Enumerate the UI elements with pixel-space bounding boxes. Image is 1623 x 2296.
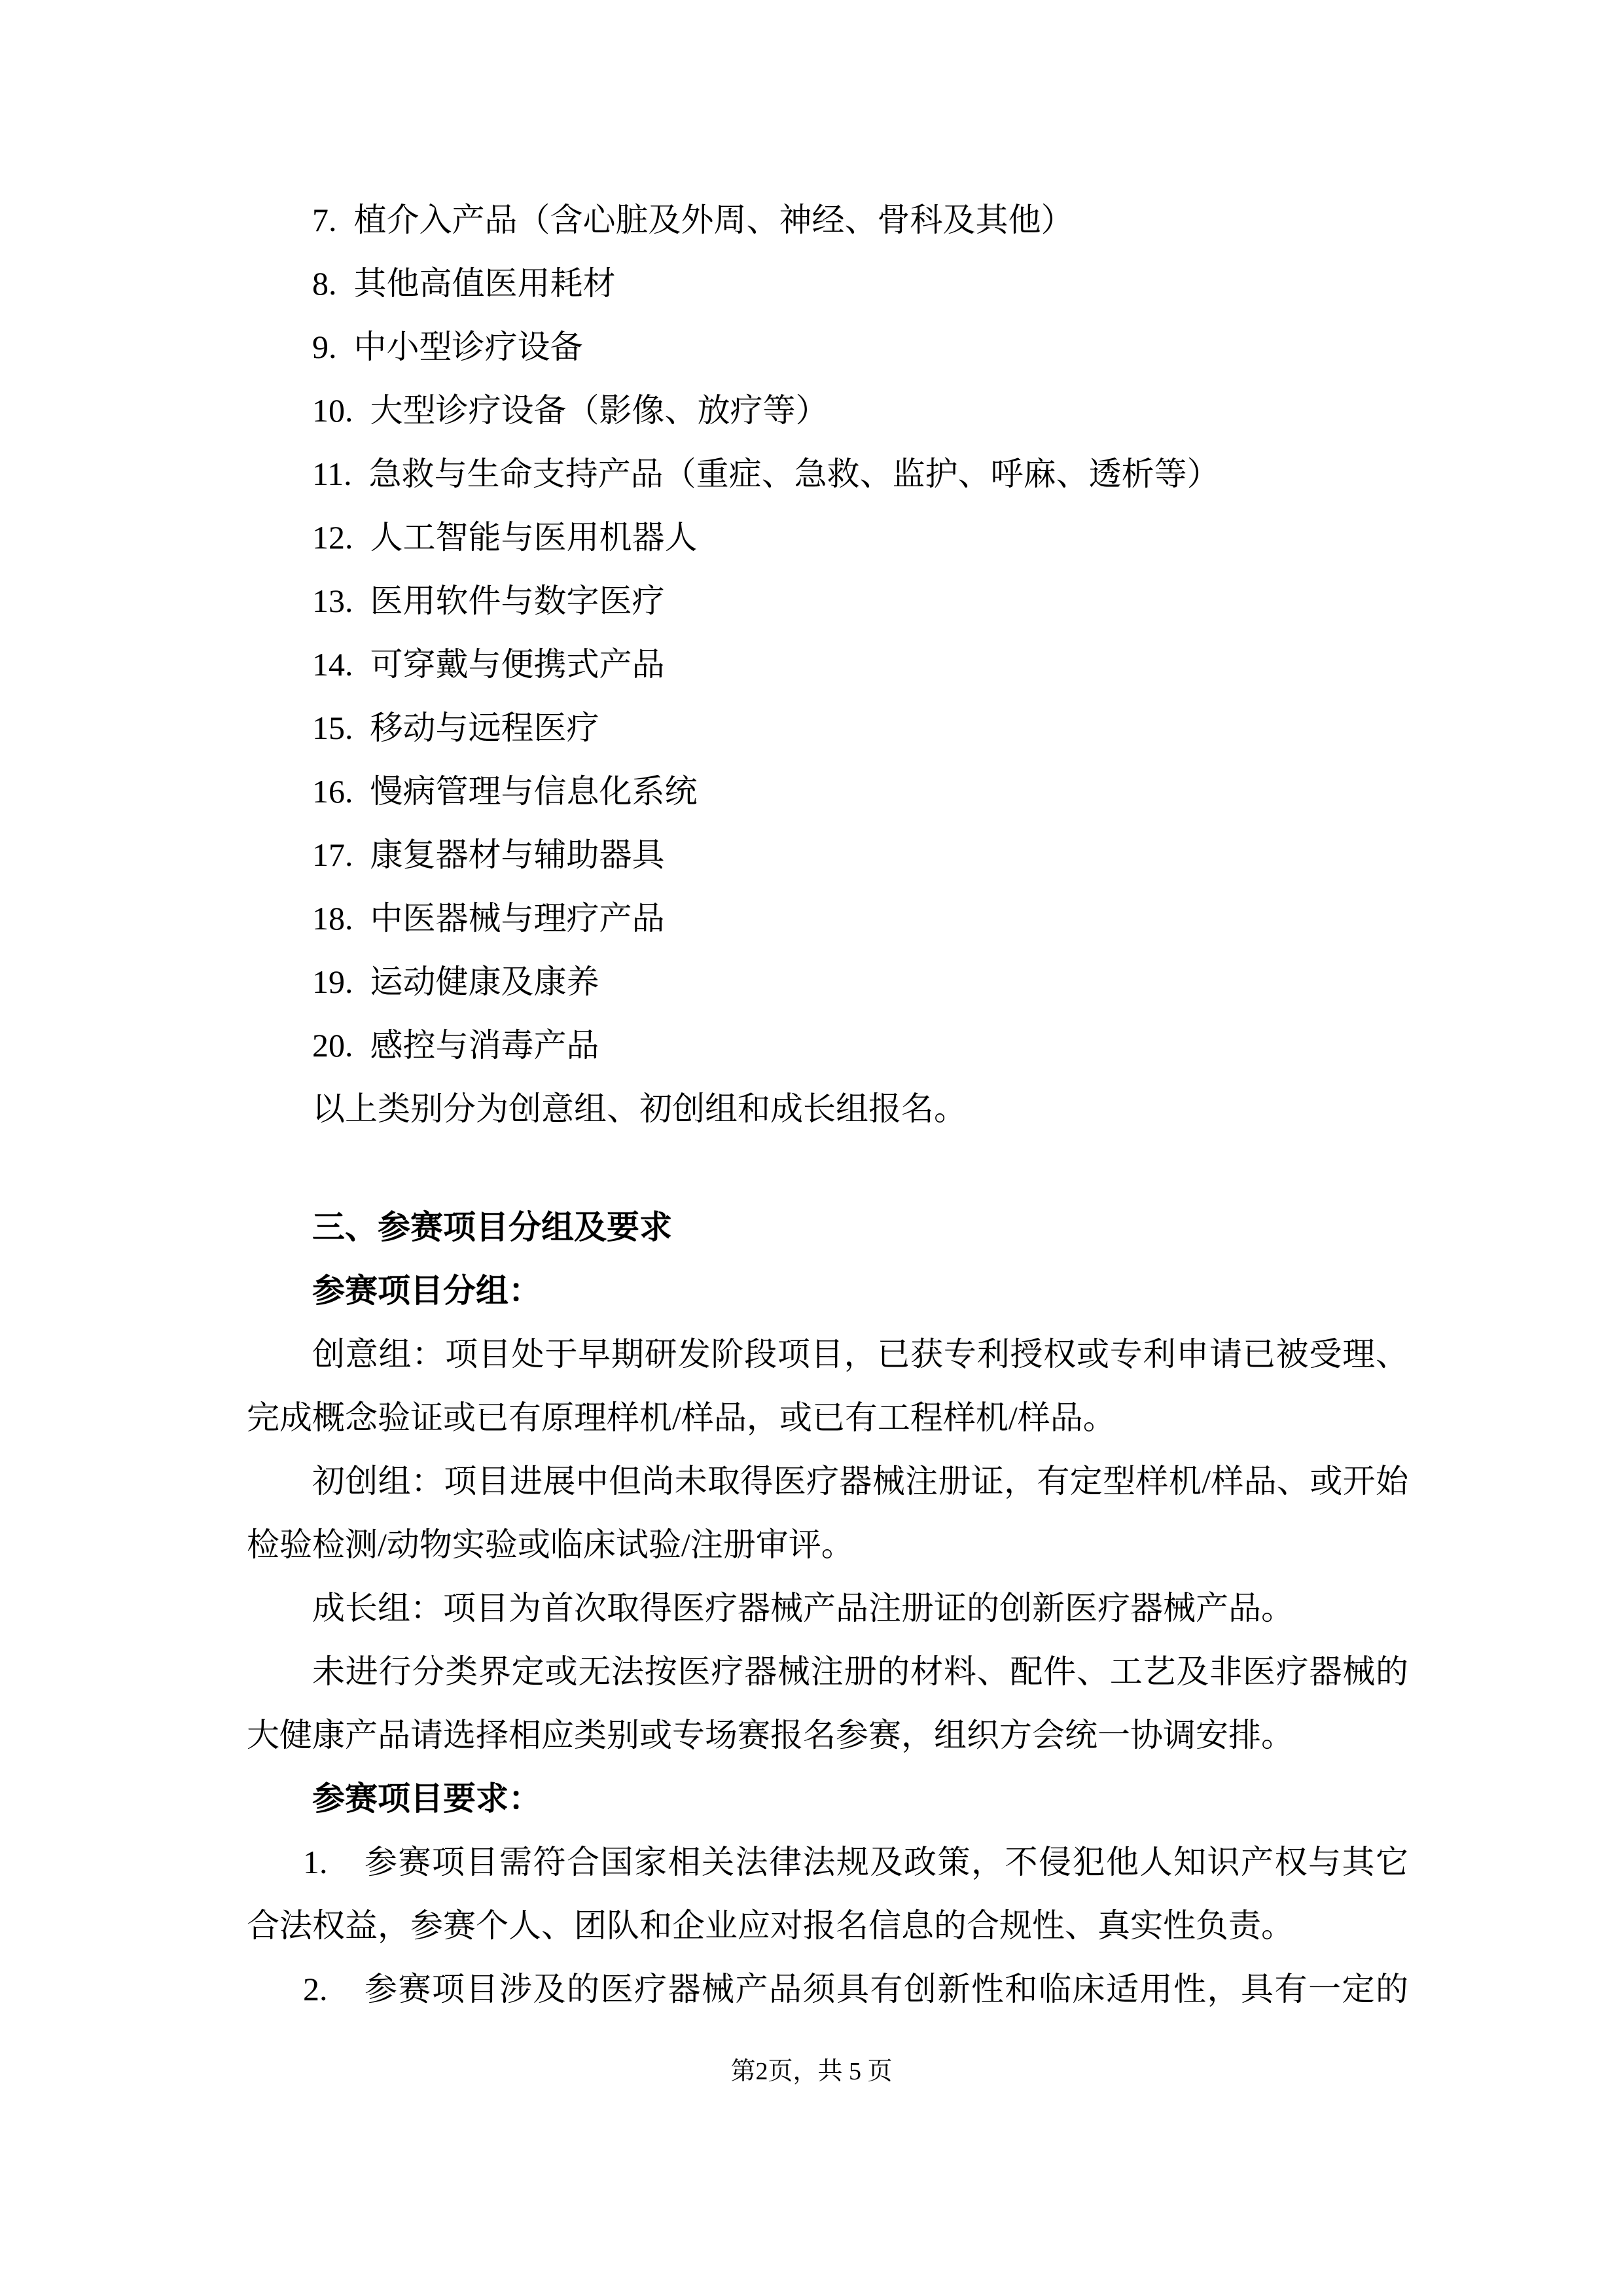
paragraph-line: 完成概念验证或已有原理样机/样品，或已有工程样机/样品。: [247, 1399, 1116, 1436]
category-item: [247, 823, 1408, 887]
item-text: 康复器材与辅助器具: [370, 836, 665, 873]
category-item: [247, 379, 1408, 442]
item-text: 医用软件与数字医疗: [370, 583, 665, 619]
item-text: 植介入产品（含心脏及外周、神经、骨科及其他）: [353, 202, 1074, 238]
item-number: 9.: [312, 329, 337, 365]
item-text: 大型诊疗设备（影像、放疗等）: [370, 392, 829, 429]
item-number: 17.: [312, 836, 353, 873]
paragraph-line: 未进行分类界定或无法按医疗器械注册的材料、配件、工艺及非医疗器械的: [312, 1653, 1408, 1690]
category-item: [247, 252, 1408, 315]
item-number: 19.: [312, 963, 353, 1000]
paragraph-line: 创意组：项目处于早期研发阶段项目，已获专利授权或专利申请已被受理、: [312, 1336, 1408, 1372]
category-item: [247, 633, 1408, 696]
category-item: [247, 950, 1408, 1014]
item-text: 可穿戴与便携式产品: [370, 646, 665, 683]
requirement-item: [247, 1831, 1408, 1894]
category-item: [247, 696, 1408, 760]
item-text: 感控与消毒产品: [370, 1027, 599, 1064]
item-number: 20.: [312, 1027, 353, 1064]
item-number: 10.: [312, 392, 353, 429]
category-item: [247, 1014, 1408, 1077]
item-text: 人工智能与医用机器人: [370, 519, 698, 556]
item-text: 慢病管理与信息化系统: [370, 773, 698, 810]
category-item: [247, 506, 1408, 569]
requirements-subheading: 参赛项目要求：: [312, 1780, 541, 1817]
item-text: 其他高值医用耗材: [353, 265, 616, 302]
item-text: 参赛项目涉及的医疗器械产品须具有创新性和临床适用性，具有一定的: [363, 1971, 1408, 2007]
item-number: 18.: [312, 900, 353, 937]
item-number: 12.: [312, 519, 353, 556]
category-closing-note: 以上类别分为创意组、初创组和成长组报名。: [312, 1090, 967, 1127]
item-text: 中医器械与理疗产品: [370, 900, 665, 937]
page-footer: 第2页，共 5 页: [730, 2058, 893, 2085]
item-number: 11.: [312, 456, 352, 492]
item-text: 移动与远程医疗: [370, 709, 599, 746]
category-item: [247, 315, 1408, 379]
paragraph-line: 初创组：项目进展中但尚未取得医疗器械注册证，有定型样机/样品、或开始: [312, 1463, 1408, 1499]
page-body: [247, 188, 1408, 2021]
item-text: 急救与生命支持产品（重症、急救、监护、呼麻、透析等）: [368, 456, 1220, 492]
category-item: [247, 188, 1408, 252]
groups-subheading: 参赛项目分组：: [312, 1272, 541, 1309]
item-number: 7.: [312, 202, 337, 238]
category-item: [247, 442, 1408, 506]
category-item: [247, 887, 1408, 950]
paragraph-line: 大健康产品请选择相应类别或专场赛报名参赛，组织方会统一协调安排。: [247, 1717, 1294, 1753]
item-text: 运动健康及康养: [370, 963, 599, 1000]
paragraph-line: 成长组：项目为首次取得医疗器械产品注册证的创新医疗器械产品。: [312, 1590, 1294, 1626]
item-text: 中小型诊疗设备: [353, 329, 583, 365]
section-spacer: [247, 1141, 1408, 1196]
item-number: 14.: [312, 646, 353, 683]
paragraph-line: 检验检测/动物实验或临床试验/注册审评。: [247, 1526, 854, 1563]
item-number: 1.: [303, 1844, 328, 1880]
item-number: 16.: [312, 773, 353, 810]
item-number: 2.: [303, 1971, 328, 2007]
item-number: 8.: [312, 265, 337, 302]
item-number: 13.: [312, 583, 353, 619]
requirement-item: [247, 1958, 1408, 2021]
item-number: 15.: [312, 709, 353, 746]
item-text: 参赛项目需符合国家相关法律法规及政策，不侵犯他人知识产权与其它: [363, 1844, 1408, 1880]
section-heading: 三、参赛项目分组及要求: [312, 1209, 672, 1246]
category-item: [247, 569, 1408, 633]
category-item: [247, 760, 1408, 823]
requirement-continuation: 合法权益，参赛个人、团队和企业应对报名信息的合规性、真实性负责。: [247, 1907, 1294, 1944]
